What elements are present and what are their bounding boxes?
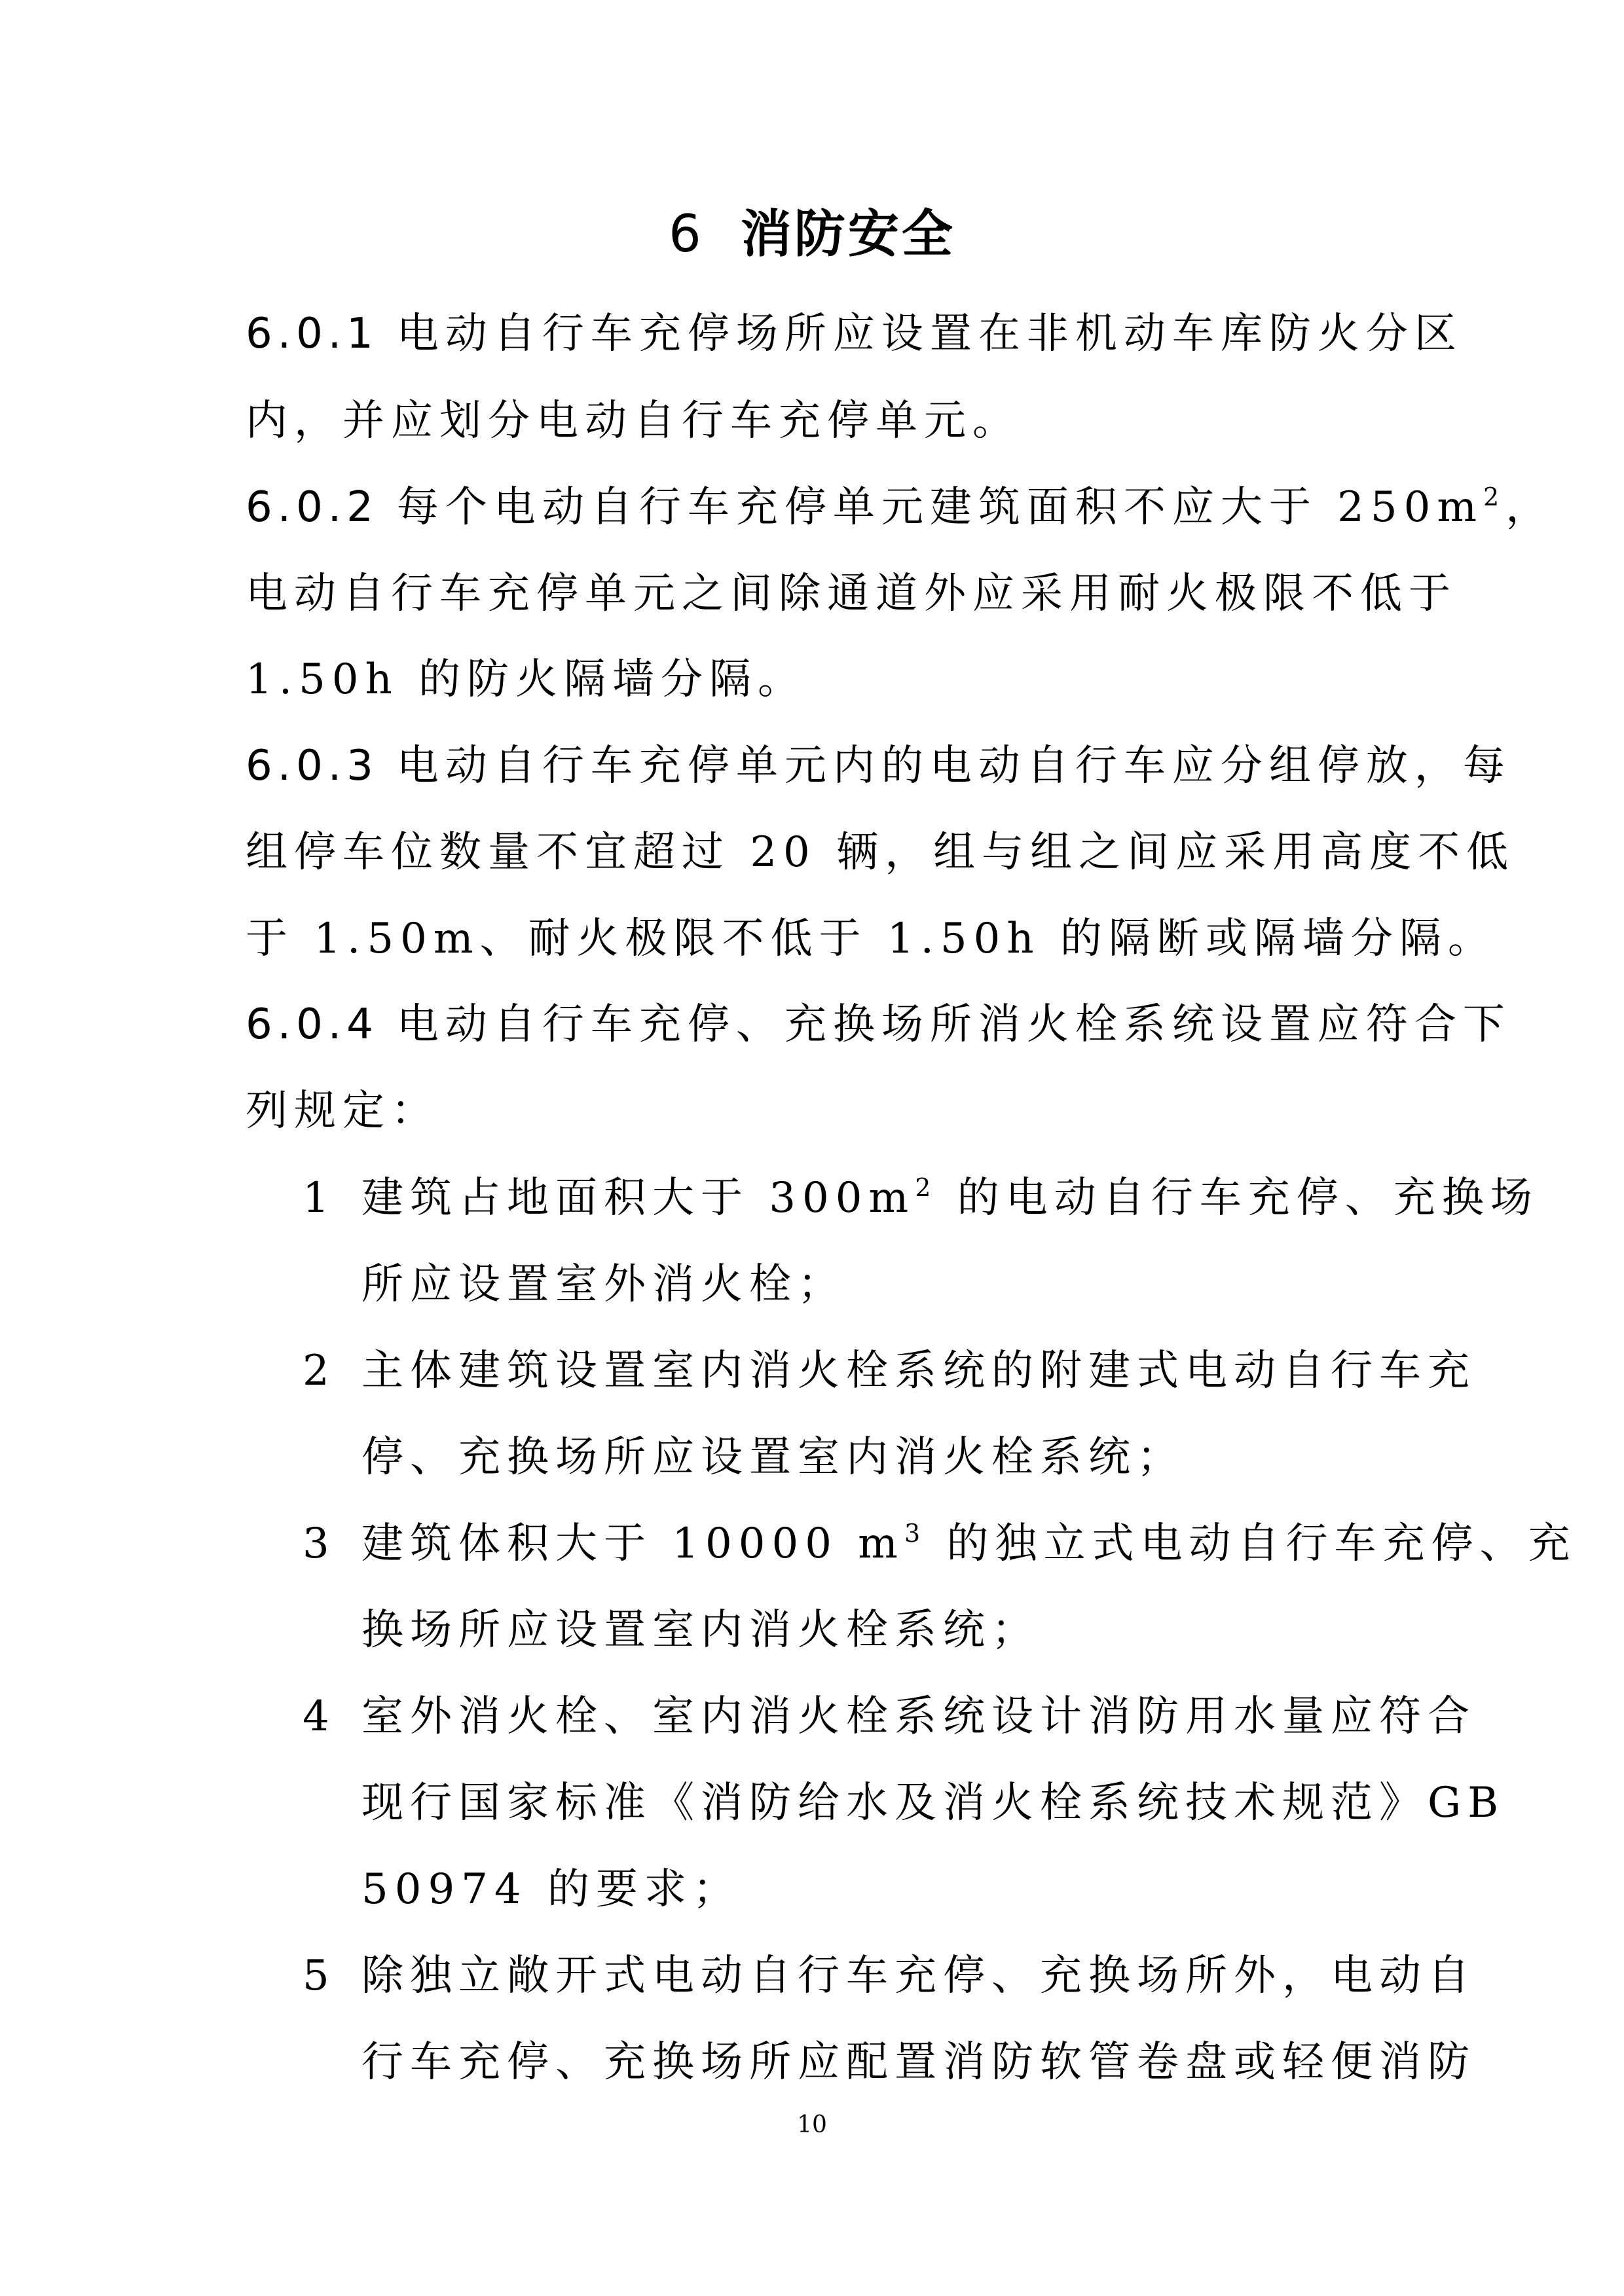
item-text: 的电动自行车充停、充换场 bbox=[937, 1174, 1539, 1222]
clause-6-0-3-line-3: 于 1.50m、耐火极限不低于 1.50h 的隔断或隔墙分隔。 bbox=[246, 915, 1496, 963]
clause-number: 6.0.3 bbox=[246, 742, 378, 790]
list-item-3-line-1 bbox=[361, 1514, 1577, 1573]
superscript: 2 bbox=[915, 1173, 938, 1202]
chapter-title-text: 消防安全 bbox=[740, 205, 955, 264]
list-item-number: 1 bbox=[303, 1174, 329, 1222]
clause-6-0-2-line-3: 1.50h 的防火隔墙分隔。 bbox=[246, 655, 807, 704]
list-item-2-line-1: 主体建筑设置室内消火栓系统的附建式电动自行车充 bbox=[361, 1347, 1476, 1395]
list-item-number: 4 bbox=[303, 1692, 329, 1741]
clause-6-0-1-line-1 bbox=[246, 304, 1463, 363]
item-text: 建筑占地面积大于 300m bbox=[361, 1174, 915, 1222]
list-item-number: 2 bbox=[303, 1347, 329, 1395]
clause-text: 电动自行车充停、充换场所消火栓系统设置应符合下 bbox=[396, 1000, 1511, 1049]
clause-number: 6.0.2 bbox=[246, 483, 378, 532]
list-item-4-line-2: 现行国家标准《消防给水及消火栓系统技术规范》GB bbox=[361, 1779, 1505, 1827]
superscript: 2 bbox=[1483, 483, 1506, 511]
superscript: 3 bbox=[904, 1519, 927, 1548]
clause-number: 6.0.4 bbox=[246, 1000, 378, 1049]
page-number: 10 bbox=[797, 2111, 827, 2138]
list-item-4-line-3: 50974 的要求； bbox=[361, 1865, 741, 1914]
list-item-1-line-2: 所应设置室外消火栓； bbox=[361, 1260, 846, 1309]
clause-6-0-3-line-1 bbox=[246, 737, 1511, 795]
list-item-5-line-1: 除独立敞开式电动自行车充停、充换场所外，电动自 bbox=[361, 1952, 1476, 2000]
clause-number: 6.0.1 bbox=[246, 310, 378, 358]
clause-6-0-1-line-2: 内，并应划分电动自行车充停单元。 bbox=[246, 397, 1021, 445]
clause-6-0-3-line-2: 组停车位数量不宜超过 20 辆，组与组之间应采用高度不低 bbox=[246, 828, 1515, 877]
list-item-5-line-2: 行车充停、充换场所应配置消防软管卷盘或轻便消防 bbox=[361, 2038, 1476, 2086]
chapter-number: 6 bbox=[669, 205, 704, 264]
clause-6-0-4-line-1 bbox=[246, 995, 1511, 1054]
list-item-number: 5 bbox=[303, 1952, 329, 2000]
item-text: 的独立式电动自行车充停、充 bbox=[927, 1520, 1577, 1568]
clause-6-0-2-line-1 bbox=[246, 478, 1555, 537]
chapter-title bbox=[0, 193, 1624, 266]
clause-text: 电动自行车充停单元内的电动自行车应分组停放，每 bbox=[396, 742, 1511, 790]
clause-text: 电动自行车充停场所应设置在非机动车库防火分区 bbox=[396, 310, 1463, 358]
list-item-2-line-2: 停、充换场所应设置室内消火栓系统； bbox=[361, 1433, 1185, 1482]
clause-text: ， bbox=[1505, 483, 1555, 532]
clause-6-0-4-line-2: 列规定： bbox=[246, 1087, 439, 1135]
item-text: 建筑体积大于 10000 m bbox=[361, 1520, 904, 1568]
list-item-1-line-1 bbox=[361, 1169, 1539, 1228]
list-item-4-line-1: 室外消火栓、室内消火栓系统设计消防用水量应符合 bbox=[361, 1692, 1476, 1741]
list-item-3-line-2: 换场所应设置室内消火栓系统； bbox=[361, 1606, 1040, 1654]
clause-text: 每个电动自行车充停单元建筑面积不应大于 250m bbox=[396, 483, 1484, 532]
list-item-number: 3 bbox=[303, 1520, 329, 1568]
clause-6-0-2-line-2: 电动自行车充停单元之间除通道外应采用耐火极限不低于 bbox=[246, 570, 1457, 618]
